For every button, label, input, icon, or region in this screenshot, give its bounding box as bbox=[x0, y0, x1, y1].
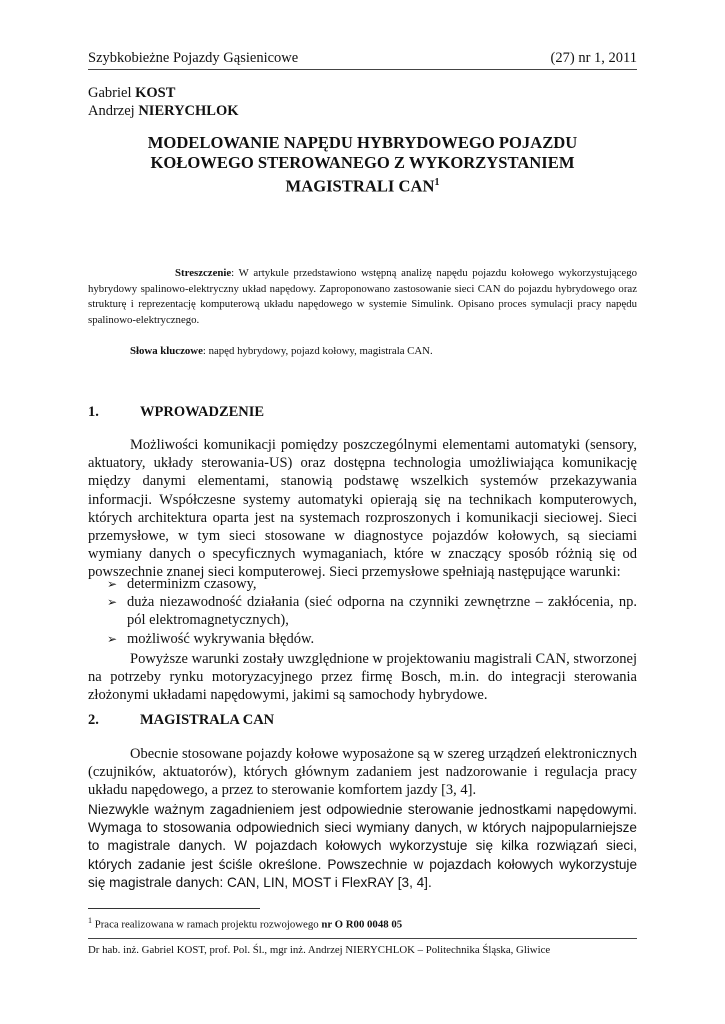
author-2: Andrzej NIERYCHLOK bbox=[88, 103, 239, 119]
footer-rule bbox=[88, 938, 637, 939]
list-item: ➢ możliwość wykrywania błędów. bbox=[107, 630, 315, 647]
arrow-bullet-icon: ➢ bbox=[107, 577, 118, 591]
author-affiliation-footer: Dr hab. inż. Gabriel KOST, prof. Pol. Śl., mgr inż. Andrzej NIERYCHLOK – Politechnika Śląska, Gliwice bbox=[88, 944, 551, 956]
keywords bbox=[130, 345, 433, 357]
list-item: ➢ duża niezawodność działania (sieć odporna na czynniki zewnętrzne – zakłócenia, np. pól elektromagnetycznych), bbox=[107, 594, 637, 629]
abstract bbox=[88, 266, 637, 328]
project-number: nr O R00 0048 05 bbox=[321, 918, 403, 931]
title-footnote-mark: 1 bbox=[434, 177, 440, 188]
requirements-list bbox=[88, 575, 637, 648]
section-1-heading: 1. WPROWADZENIE bbox=[88, 404, 265, 420]
section-2-heading: 2. MAGISTRALA CAN bbox=[88, 712, 275, 728]
abstract-text: : W artykule przedstawiono wstępną analizę napędu pojazdu kołowego wykorzystującego hybrydowy spalinowo-elektryczny układ napędowy. Zaproponowano zastosowanie sieci CAN do pojazdu hybrydowego oraz strukturę i reprezentację komputerową układu napędowego w systemie Simulink. Opisano proces symulacji pracy napędu spalinowo-elektrycznego. bbox=[88, 267, 637, 326]
keywords-label: Słowa kluczowe bbox=[130, 345, 203, 357]
section-2-paragraph-1: Obecnie stosowane pojazdy kołowe wyposażone są w szereg urządzeń elektronicznych (czujników, aktuatorów), których głównym zadaniem jest nadzorowanie i regulacja pracy układu napędowego, a przez to sterowanie komfortem jazdy [3, 4]. bbox=[88, 746, 637, 799]
authors-block bbox=[88, 84, 239, 120]
abstract-label: Streszczenie bbox=[175, 267, 232, 279]
section-1-paragraph-1: Możliwości komunikacji pomiędzy poszczególnymi elementami automatyki (sensory, aktuatory, układy sterowania-US) oraz dostępna technologia umożliwiająca komunikację między danymi elementami, stanowią podstawę wszelkich systemów przekazywania informacji. Współczesne systemy automatyki opierają się na technikach komputerowych, których architektura oparta jest na systemach rozproszonych i komunikacji sieciowej. Sieci przemysłowe, w tym sieci stosowane w diagnostyce pojazdów kołowych, są sieciami wymiany danych o specyficznych wymaganiach, które w znaczący sposób różnią się od powszechnie znanej sieci komputerowej. Sieci przemysłowe spełniają następujące warunki: bbox=[88, 437, 637, 581]
footnote: $^1$ Praca realizowana w ramach projektu rozwojowego nr O R00 0048 05 bbox=[88, 916, 403, 931]
author-1: Gabriel KOST bbox=[88, 85, 176, 101]
keywords-text: : napęd hybrydowy, pojazd kołowy, magistrala CAN. bbox=[202, 345, 433, 357]
paper-title: MODELOWANIE NAPĘDU HYBRYDOWEGO POJAZDU KOŁOWEGO STEROWANEGO Z WYKORZYSTANIEM MAGISTRALI CAN$^1$ bbox=[147, 133, 578, 196]
section-2-paragraph-2: Niezwykle ważnym zagadnieniem jest odpowiednie sterowanie jednostkami napędowymi. Wymaga to stosowania odpowiednich sieci wymiany danych, w których najpopularniejsze to magistrale danych. W pojazdach kołowych wykorzystuje się kilka rozwiązań sieci, których zadanie jest ściśle określone. Powszechnie w pojazdach kołowych wykorzystuje się magistrale danych: CAN, LIN, MOST i FlexRAY [3, 4]. bbox=[88, 802, 637, 890]
arrow-bullet-icon: ➢ bbox=[107, 631, 118, 646]
list-item: ➢ determinizm czasowy, bbox=[107, 576, 257, 592]
footnote-rule bbox=[88, 908, 260, 909]
section-1-paragraph-2: Powyższe warunki zostały uwzględnione w projektowaniu magistrali CAN, stworzonej na potrzeby rynku motoryzacyjnego przez firmę Bosch, m.in. do integracji sterowania złożonymi układami napędowymi, jakimi są samochody hybrydowe. bbox=[88, 651, 637, 704]
header-rule bbox=[88, 69, 637, 70]
running-header bbox=[88, 50, 637, 67]
issue-number: (27) nr 1, 2011 bbox=[550, 50, 637, 66]
journal-name: Szybkobieżne Pojazdy Gąsienicowe bbox=[88, 50, 299, 66]
arrow-bullet-icon: ➢ bbox=[107, 595, 118, 610]
